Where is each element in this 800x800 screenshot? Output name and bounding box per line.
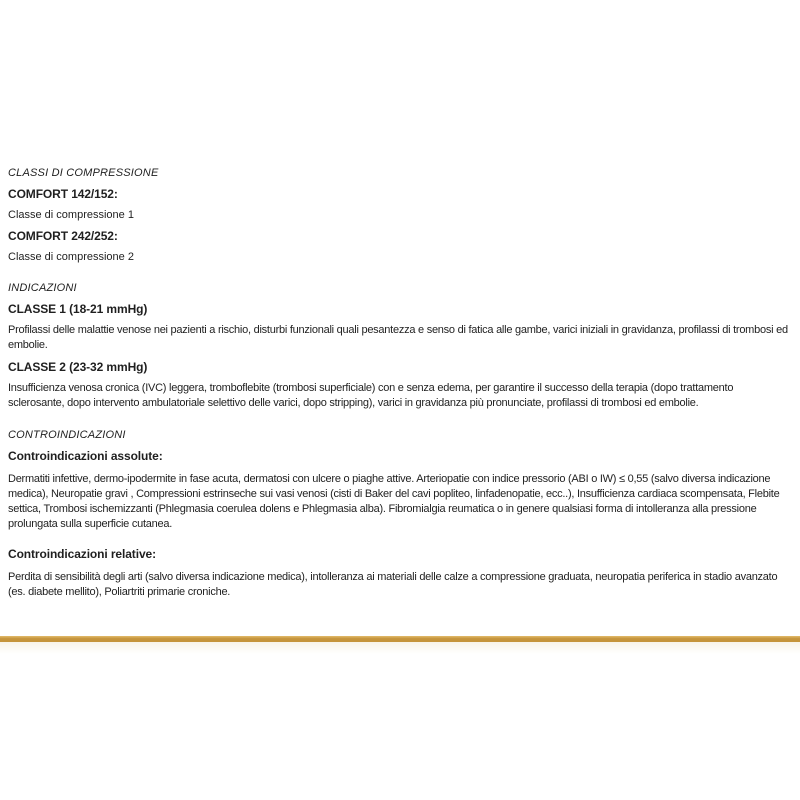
comfort-142-heading: COMFORT 142/152: — [8, 187, 118, 201]
controindicazioni-relative-heading: Controindicazioni relative: — [8, 547, 156, 561]
classe-2-paragraph: Insufficienza venosa cronica (IVC) leggera, tromboflebite (trombosi superficiale) con e senza edema, per garantire il successo della terapia (dopo trattamento sclerosante, dopo intervento ambulatoriale selettivo delle varici, dopo stripping), varici in gravidanza più pronunciate, profilassi di trombosi ed embolie. — [8, 382, 734, 409]
controindicazioni-assolute-heading: Controindicazioni assolute: — [8, 449, 163, 463]
comfort-242-heading: COMFORT 242/252: — [8, 229, 118, 243]
controindicazioni-assolute-paragraph: Dermatiti infettive, dermo-ipodermite in fase acuta, dermatosi con ulcere o piaghe attive. Arteriopatie con indice pressorio (ABI o IW) ≤ 0,55 (salvo diversa indicazione medica), Neuropatie gravi , Compressioni estrinseche sui vasi venosi (cisti di Baker del cavi popliteo, linfadenopatie, ecc..), Insufficienza cardiaca scompensata, Flebite settica, Trombosi ischemizzanti (Phlegmasia coerulea dolens e Phlegmasia alba). Fibromialgia reumatica o in genere qualsiasi forma di intolleranza alla pressione prolungata sulla superficie cutanea. — [8, 473, 780, 530]
classe-1-paragraph: Profilassi delle malattie venose nei pazienti a rischio, disturbi funzionali quali pesantezza e senso di fatica alle gambe, varici iniziali in gravidanza, profilassi di trombosi ed embolie. — [8, 324, 788, 351]
section-label-indicazioni: INDICAZIONI — [8, 282, 77, 294]
section-controindicazioni — [8, 429, 792, 600]
section-label-controindicazioni: CONTROINDICAZIONI — [8, 429, 126, 441]
classe-2-heading: CLASSE 2 (23-32 mmHg) — [8, 360, 148, 374]
gold-divider-shadow — [0, 642, 800, 654]
section-classi-di-compressione — [8, 167, 792, 264]
classe-1-heading: CLASSE 1 (18-21 mmHg) — [8, 302, 148, 316]
comfort-242-text: Classe di compressione 2 — [8, 251, 134, 263]
controindicazioni-relative-paragraph: Perdita di sensibilità degli arti (salvo diversa indicazione medica), intolleranza ai materiali delle calze a compressione graduata, neuropatia periferica in stadio avanzato (es. diabete mellito), Poliartriti primarie croniche. — [8, 571, 778, 598]
section-label-classi: CLASSI DI COMPRESSIONE — [8, 167, 159, 179]
section-indicazioni — [8, 282, 792, 411]
comfort-142-text: Classe di compressione 1 — [8, 209, 134, 221]
